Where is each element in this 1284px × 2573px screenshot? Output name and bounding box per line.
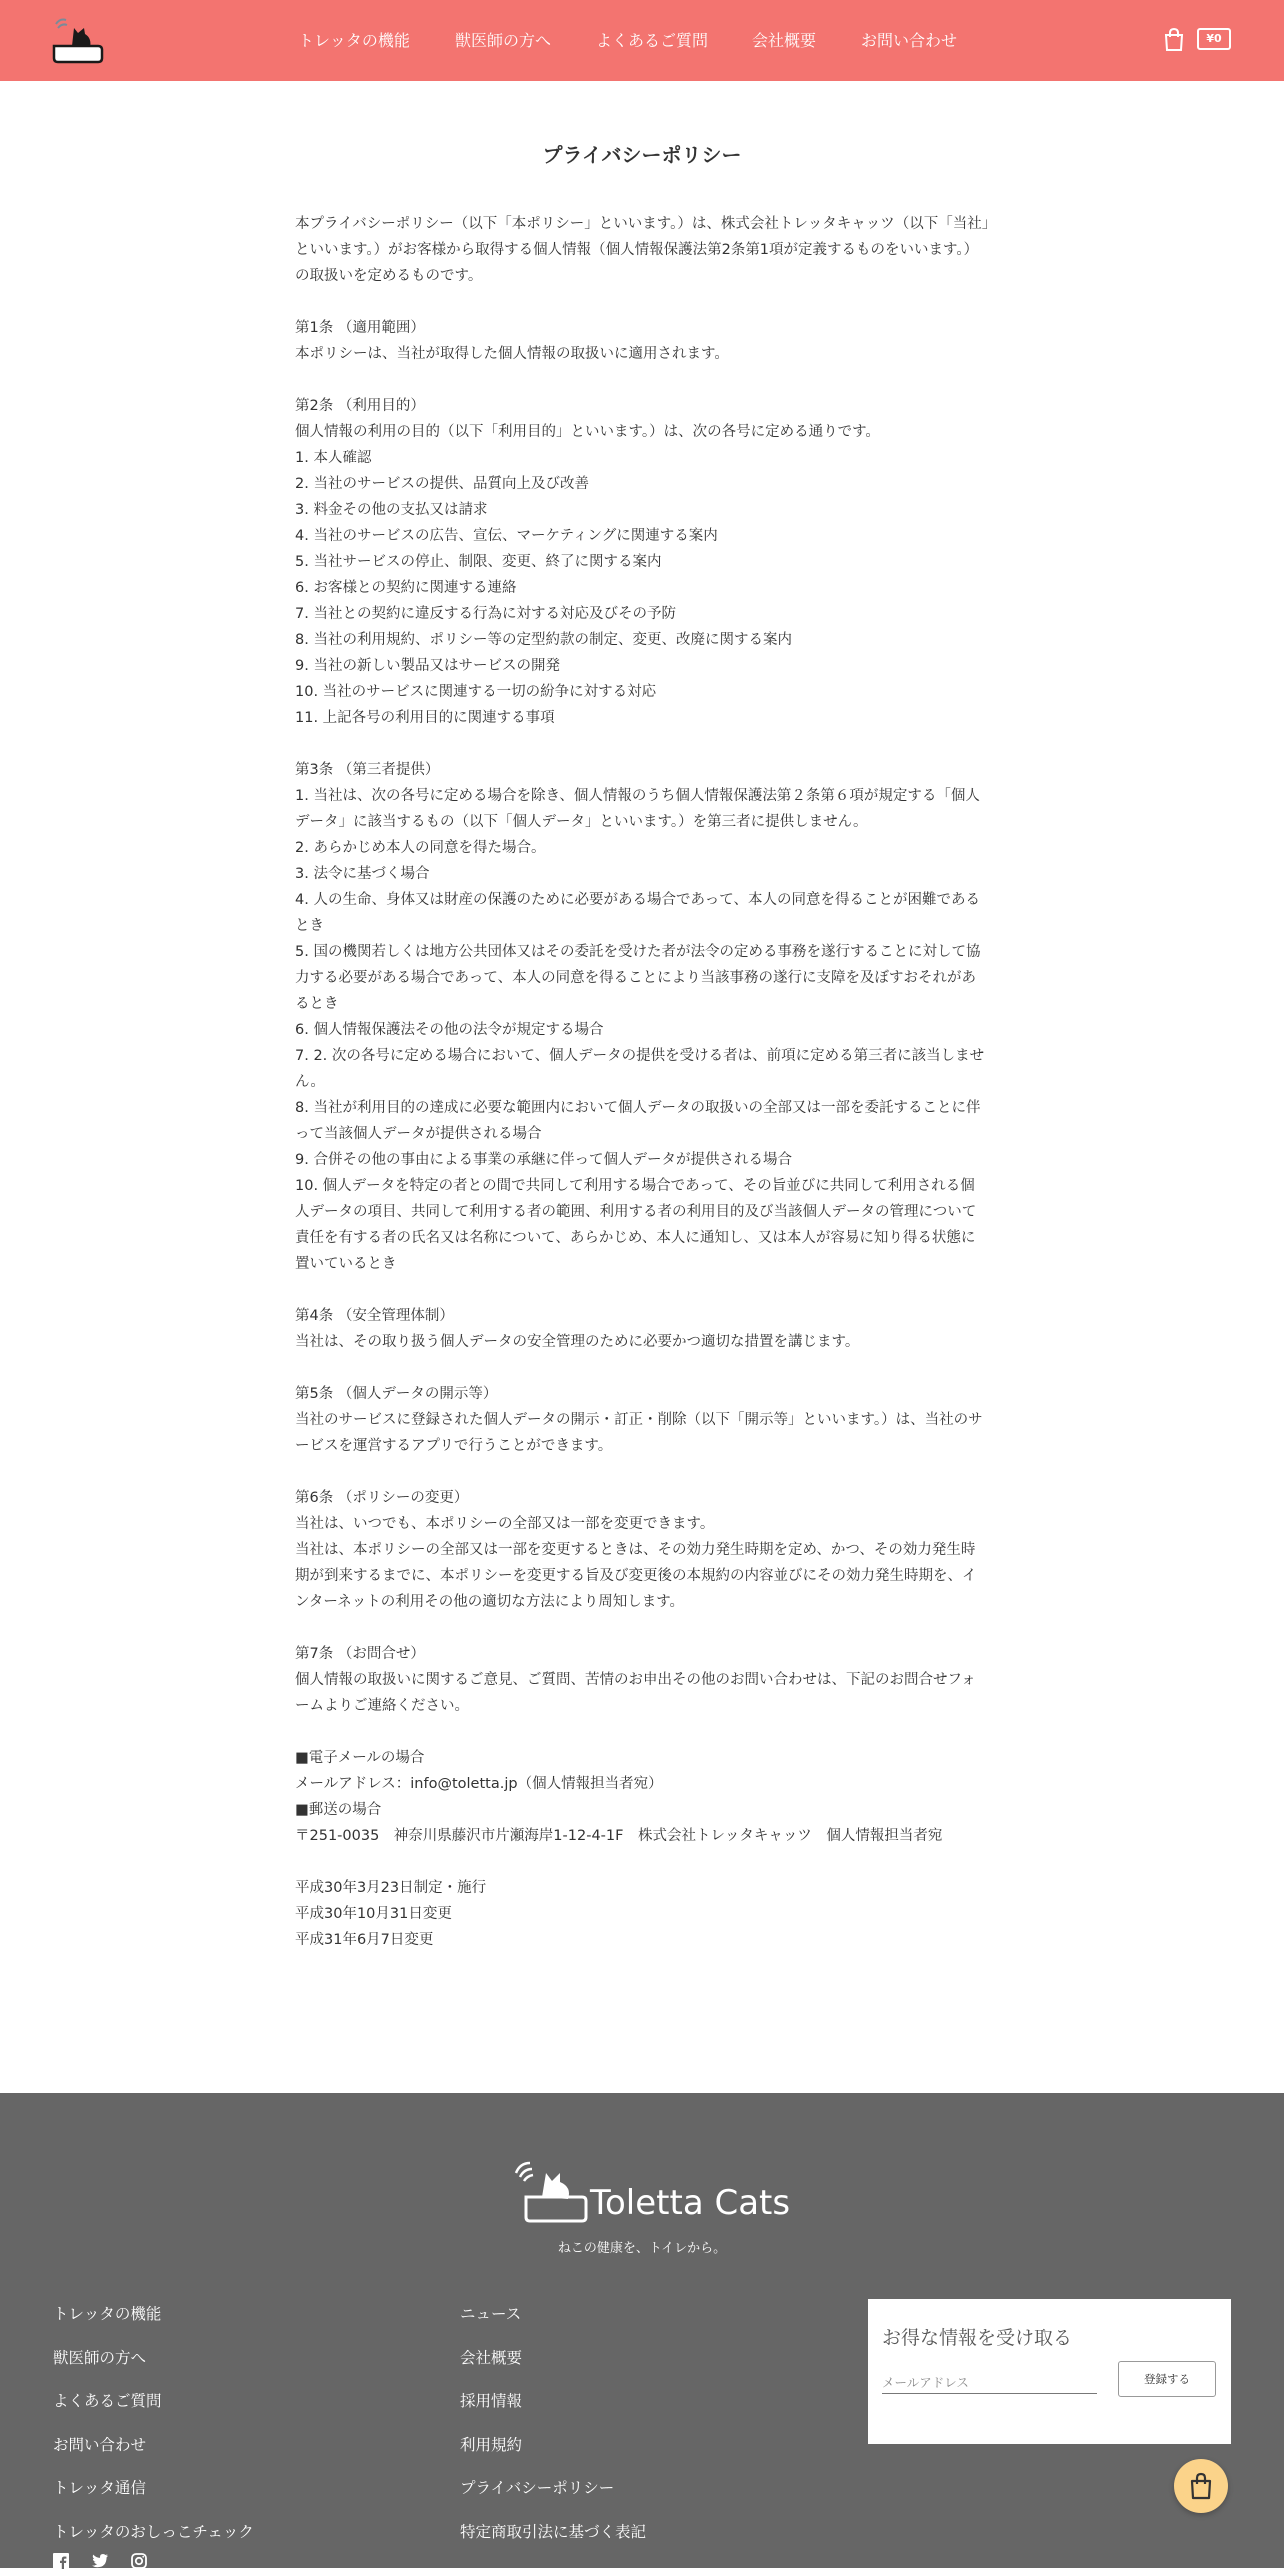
site-header: [0, 0, 1284, 81]
footer-link-faq[interactable]: よくあるご質問: [53, 2392, 162, 2410]
footer-logo[interactable]: [512, 2155, 791, 2227]
privacy-policy-body: [295, 211, 989, 1953]
list-item: 3. 法令に基づく場合: [295, 866, 430, 882]
list-item: 5. 国の機関若しくは地方公共団体又はその委託を受けた者が法令の定める事務を遂行することに対して協力する必要がある場合であって、本人の同意を得ることにより当該事務の遂行に支障を及ぼすおそれがあるとき: [295, 944, 981, 1012]
footer-link-urine-check[interactable]: トレッタのおしっこチェック: [53, 2522, 254, 2541]
page-title: プライバシーポリシー: [542, 143, 742, 167]
list-item: 4. 人の生命、身体又は財産の保護のために必要がある場合であって、本人の同意を得ることが困難であるとき: [295, 892, 981, 934]
list-item: 8. 当社の利用規約、ポリシー等の定型約款の制定、変更、改廃に関する案内: [295, 632, 792, 648]
policy-text: 当社は、本ポリシーの全部又は一部を変更するときは、その効力発生時期を定め、かつ、その効力発生時期が到来するまでに、本ポリシーを変更する旨及び変更後の本規約の内容並びにその効力発生時期を、インターネットの利用その他の適切な方法により周知します。: [295, 1542, 977, 1610]
footer-link-features[interactable]: トレッタの機能: [53, 2305, 162, 2323]
list-item: 4. 当社のサービスの広告、宣伝、マーケティングに関連する案内: [295, 528, 718, 544]
list-item: 10. 当社のサービスに関連する一切の紛争に対する対応: [295, 684, 657, 700]
policy-text: 本ポリシーは、当社が取得した個人情報の取扱いに適用されます。: [295, 346, 729, 362]
nav-contact[interactable]: お問い合わせ: [861, 31, 958, 50]
policy-date: 平成31年6月7日変更: [295, 1932, 434, 1948]
list-item: 11. 上記各号の利用目的に関連する事項: [295, 710, 555, 726]
footer-link-careers[interactable]: 採用情報: [460, 2392, 523, 2410]
article-heading: 第7条 （お問合せ）: [295, 1646, 425, 1662]
article-heading: 第5条 （個人データの開示等）: [295, 1386, 498, 1402]
footer-link-tokushoho[interactable]: 特定商取引法に基づく表記: [460, 2522, 647, 2541]
footer-links-col2: [460, 2293, 646, 2554]
contact-mail-heading: ■郵送の場合: [295, 1802, 382, 1818]
shopping-bag-icon: [1189, 2472, 1213, 2500]
list-item: 6. 個人情報保護法その他の法令が規定する場合: [295, 1022, 604, 1038]
list-item: 2. あらかじめ本人の同意を得た場合。: [295, 840, 546, 856]
floating-cart-button[interactable]: [1174, 2459, 1228, 2513]
list-item: 8. 当社が利用目的の達成に必要な範囲内において個人データの取扱いの全部又は一部を委託することに伴って当該個人データが提供される場合: [295, 1100, 981, 1142]
newsletter-email-input[interactable]: [882, 2371, 1097, 2394]
instagram-icon[interactable]: [131, 2553, 147, 2569]
contact-email-heading: ■電子メールの場合: [295, 1750, 425, 1766]
footer-link-privacy[interactable]: プライバシーポリシー: [460, 2479, 615, 2497]
policy-text: 当社は、いつでも、本ポリシーの全部又は一部を変更できます。: [295, 1516, 715, 1532]
newsletter-title: お得な情報を受け取る: [882, 2327, 1073, 2349]
article-heading: 第3条 （第三者提供）: [295, 762, 440, 778]
list-item: 6. お客様との契約に関連する連絡: [295, 580, 517, 596]
site-footer: [0, 2093, 1284, 2568]
article-heading: 第4条 （安全管理体制）: [295, 1308, 454, 1324]
shopping-bag-icon[interactable]: [1164, 28, 1184, 52]
list-item: 9. 当社の新しい製品又はサービスの開発: [295, 658, 560, 674]
list-item: 10. 個人データを特定の者との間で共同して利用する場合であって、その旨並びに共同して利用される個人データの項目、共同して利用する者の範囲、利用する者の利用目的及び当該個人データの管理について責任を有する者の氏名又は名称について、あらかじめ、本人に通知し、又は本人が容易に知り得る状態に置いているとき: [295, 1178, 977, 1272]
list-item: 3. 料金その他の支払又は請求: [295, 502, 488, 518]
policy-text: 個人情報の取扱いに関するご意見、ご質問、苦情のお申出その他のお問い合わせは、下記のお問合せフォームよりご連絡ください。: [295, 1672, 976, 1714]
policy-text: 当社は、その取り扱う個人データの安全管理のために必要かつ適切な措置を講じます。: [295, 1334, 860, 1350]
list-item: 9. 合併その他の事由による事業の承継に伴って個人データが提供される場合: [295, 1152, 792, 1168]
list-item: 7. 当社との契約に違反する行為に対する対応及びその予防: [295, 606, 676, 622]
policy-text: 当社のサービスに登録された個人データの開示・訂正・削除（以下「開示等」といいます。）は、当社のサービスを運営するアプリで行うことができます。: [295, 1412, 983, 1454]
article-heading: 第1条 （適用範囲）: [295, 320, 425, 336]
policy-intro: 本プライバシーポリシー（以下「本ポリシー」といいます。）は、株式会社トレッタキャッツ（以下「当社」といいます。）がお客様から取得する個人情報（個人情報保護法第2条第1項が定義するものをいいます。）の取扱いを定めるものです。: [295, 216, 989, 284]
facebook-icon[interactable]: [53, 2553, 69, 2569]
nav-features[interactable]: トレッタの機能: [298, 31, 410, 50]
footer-link-newsletter[interactable]: トレッタ通信: [53, 2479, 146, 2497]
footer-link-terms[interactable]: 利用規約: [460, 2435, 523, 2454]
nav-faq[interactable]: よくあるご質問: [596, 31, 709, 50]
article-heading: 第6条 （ポリシーの変更）: [295, 1490, 469, 1506]
footer-link-veterinarians[interactable]: 獣医師の方へ: [53, 2348, 147, 2367]
newsletter-signup: [868, 2299, 1231, 2444]
cat-logo-icon: [50, 16, 104, 64]
nav-veterinarians[interactable]: 獣医師の方へ: [455, 31, 552, 50]
contact-email: メールアドレス：info@toletta.jp（個人情報担当者宛）: [295, 1776, 663, 1792]
list-item: 5. 当社サービスの停止、制限、変更、終了に関する案内: [295, 554, 662, 570]
footer-link-contact[interactable]: お問い合わせ: [53, 2435, 147, 2454]
list-item: 2. 当社のサービスの提供、品質向上及び改善: [295, 476, 589, 492]
nav-company[interactable]: 会社概要: [752, 31, 817, 50]
list-item: 1. 本人確認: [295, 450, 372, 466]
contact-address: 〒251-0035 神奈川県藤沢市片瀬海岸1-12-4-1F 株式会社トレッタキャッツ 個人情報担当者宛: [295, 1828, 943, 1844]
policy-date: 平成30年10月31日変更: [295, 1906, 452, 1922]
footer-brand-name: Toletta Cats: [590, 2183, 791, 2223]
newsletter-submit-button[interactable]: 登録する: [1118, 2361, 1216, 2397]
policy-date: 平成30年3月23日制定・施行: [295, 1880, 487, 1896]
cat-logo-icon: [512, 2155, 592, 2227]
logo-home-link[interactable]: [50, 16, 104, 64]
footer-tagline: ねこの健康を、トイレから。: [557, 2241, 727, 2256]
cart-total-badge[interactable]: ¥0: [1197, 28, 1231, 50]
twitter-icon[interactable]: [91, 2553, 107, 2569]
footer-links-col1: [53, 2293, 254, 2554]
footer-link-news[interactable]: ニュース: [460, 2305, 522, 2323]
policy-text: 個人情報の利用の目的（以下「利用目的」といいます。）は、次の各号に定める通りです。: [295, 424, 880, 440]
footer-link-company[interactable]: 会社概要: [460, 2348, 523, 2367]
list-item: 1. 当社は、次の各号に定める場合を除き、個人情報のうち個人情報保護法第２条第６項が規定する「個人データ」に該当するもの（以下「個人データ」といいます。）を第三者に提供しません。: [295, 788, 980, 830]
list-item: 7. 2. 次の各号に定める場合において、個人データの提供を受ける者は、前項に定める第三者に該当しません。: [295, 1048, 985, 1090]
article-heading: 第2条 （利用目的）: [295, 398, 425, 414]
